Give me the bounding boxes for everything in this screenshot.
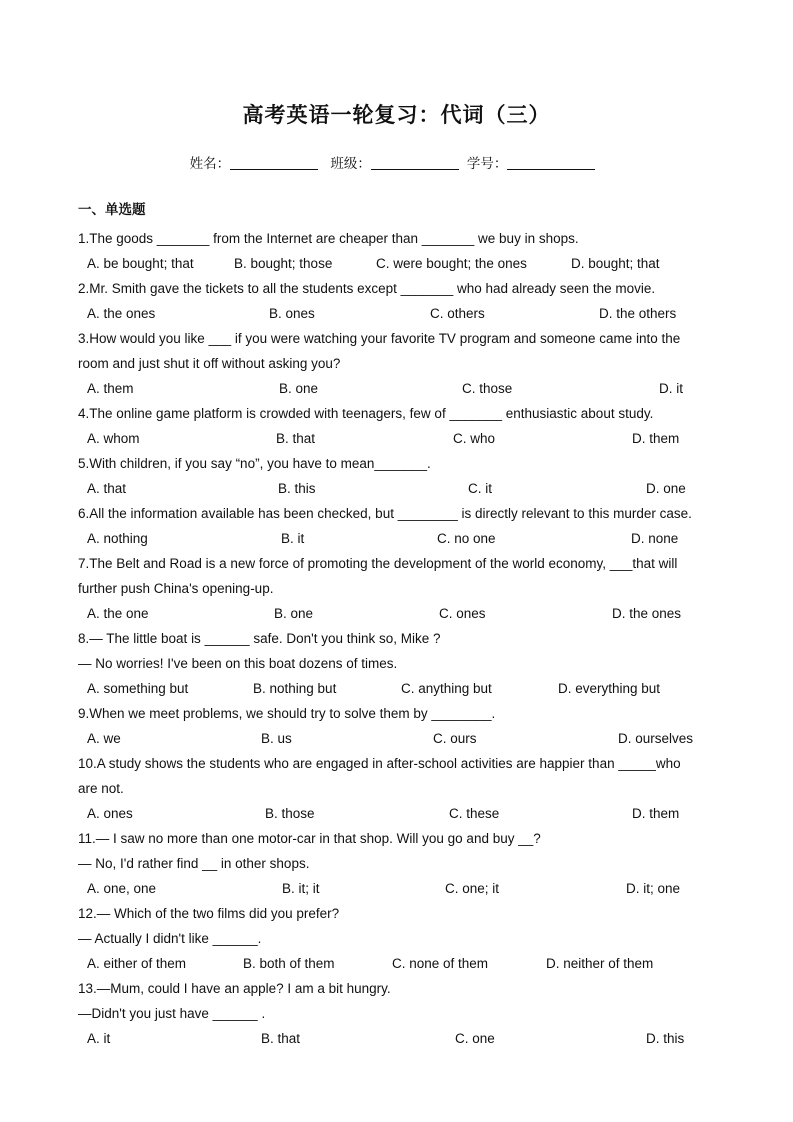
question-stem-continued: — Actually I didn't like ______. bbox=[78, 931, 262, 946]
option-b[interactable]: B. us bbox=[261, 731, 292, 746]
option-c[interactable]: C. who bbox=[453, 431, 496, 446]
question-stem: 4.The online game platform is crowded with teenagers, few of _______ enthusiastic about study. bbox=[78, 406, 654, 421]
question-stem-continued: room and just shut it off without asking you? bbox=[78, 356, 341, 371]
option-b[interactable]: B. this bbox=[278, 481, 316, 496]
option-a[interactable]: A. the ones bbox=[87, 306, 156, 321]
option-a[interactable]: A. we bbox=[87, 731, 121, 746]
option-d[interactable]: D. everything but bbox=[558, 681, 661, 696]
option-d[interactable]: D. it bbox=[659, 381, 684, 396]
option-b[interactable]: B. ones bbox=[269, 306, 315, 321]
question-stem: 6.All the information available has been checked, but ________ is directly relevant to this murder case. bbox=[78, 506, 692, 521]
question-stem-continued: —Didn't you just have ______ . bbox=[78, 1006, 266, 1021]
option-b[interactable]: B. that bbox=[276, 431, 316, 446]
option-d[interactable]: D. the others bbox=[599, 306, 677, 321]
option-d[interactable]: D. bought; that bbox=[571, 256, 660, 271]
option-d[interactable]: D. neither of them bbox=[546, 956, 654, 971]
option-c[interactable]: C. anything but bbox=[401, 681, 492, 696]
option-a[interactable]: A. be bought; that bbox=[87, 256, 194, 271]
question-stem-continued: are not. bbox=[78, 781, 124, 796]
option-d[interactable]: D. them bbox=[632, 431, 680, 446]
option-c[interactable]: C. others bbox=[430, 306, 485, 321]
question-stem: 7.The Belt and Road is a new force of promoting the development of the world economy, ___that will bbox=[78, 556, 678, 571]
option-a[interactable]: A. whom bbox=[87, 431, 140, 446]
option-c[interactable]: C. no one bbox=[437, 531, 496, 546]
option-c[interactable]: C. one; it bbox=[445, 881, 500, 896]
option-a[interactable]: A. them bbox=[87, 381, 134, 396]
option-a[interactable]: A. the one bbox=[87, 606, 149, 621]
section-heading: 一、单选题 bbox=[78, 202, 146, 218]
option-c[interactable]: C. these bbox=[449, 806, 500, 821]
question-stem: 13.—Mum, could I have an apple? I am a bit hungry. bbox=[78, 981, 391, 996]
question-stem: 2.Mr. Smith gave the tickets to all the students except _______ who had already seen the movie. bbox=[78, 281, 656, 296]
question-stem-continued: further push China's opening-up. bbox=[78, 581, 274, 596]
page-title: 高考英语一轮复习：代词（三） bbox=[242, 103, 551, 127]
option-b[interactable]: B. it; it bbox=[282, 881, 320, 896]
option-b[interactable]: B. those bbox=[265, 806, 315, 821]
option-b[interactable]: B. bought; those bbox=[234, 256, 333, 271]
question-stem: 10.A study shows the students who are engaged in after-school activities are happier than _____who bbox=[78, 756, 681, 771]
option-c[interactable]: C. it bbox=[468, 481, 493, 496]
option-b[interactable]: B. one bbox=[274, 606, 314, 621]
question-stem-continued: — No worries! I've been on this boat dozens of times. bbox=[78, 656, 398, 671]
question-stem: 1.The goods _______ from the Internet are cheaper than _______ we buy in shops. bbox=[78, 231, 579, 246]
class-label: 班级： bbox=[330, 156, 371, 172]
class-blank[interactable] bbox=[371, 157, 459, 170]
option-d[interactable]: D. them bbox=[632, 806, 680, 821]
option-d[interactable]: D. one bbox=[646, 481, 686, 496]
name-label: 姓名： bbox=[189, 156, 231, 172]
option-b[interactable]: B. one bbox=[279, 381, 319, 396]
option-c[interactable]: C. ones bbox=[439, 606, 486, 621]
option-d[interactable]: D. this bbox=[646, 1031, 685, 1046]
question-stem: 8.— The little boat is ______ safe. Don't you think so, Mike ? bbox=[78, 631, 441, 646]
question-stem: 11.— I saw no more than one motor-car in that shop. Will you go and buy __? bbox=[78, 831, 541, 846]
id-label: 学号： bbox=[466, 156, 508, 172]
option-c[interactable]: C. one bbox=[455, 1031, 495, 1046]
option-a[interactable]: A. it bbox=[87, 1031, 111, 1046]
option-a[interactable]: A. ones bbox=[87, 806, 133, 821]
option-a[interactable]: A. nothing bbox=[87, 531, 148, 546]
option-c[interactable]: C. those bbox=[462, 381, 513, 396]
option-c[interactable]: C. ours bbox=[433, 731, 477, 746]
option-d[interactable]: D. it; one bbox=[626, 881, 681, 896]
name-blank[interactable] bbox=[230, 157, 318, 170]
option-b[interactable]: B. nothing but bbox=[253, 681, 337, 696]
option-b[interactable]: B. it bbox=[281, 531, 305, 546]
option-c[interactable]: C. none of them bbox=[392, 956, 489, 971]
question-stem-continued: — No, I'd rather find __ in other shops. bbox=[78, 856, 310, 871]
option-a[interactable]: A. one, one bbox=[87, 881, 157, 896]
student-info-row bbox=[0, 152, 793, 172]
option-b[interactable]: B. that bbox=[261, 1031, 301, 1046]
question-stem: 9.When we meet problems, we should try to solve them by ________. bbox=[78, 706, 496, 721]
id-blank[interactable] bbox=[507, 157, 595, 170]
option-a[interactable]: A. something but bbox=[87, 681, 189, 696]
option-d[interactable]: D. ourselves bbox=[618, 731, 694, 746]
option-c[interactable]: C. were bought; the ones bbox=[376, 256, 527, 271]
question-stem: 3.How would you like ___ if you were watching your favorite TV program and someone came into the bbox=[78, 331, 681, 346]
option-d[interactable]: D. the ones bbox=[612, 606, 682, 621]
option-d[interactable]: D. none bbox=[631, 531, 679, 546]
question-stem: 5.With children, if you say “no”, you have to mean_______. bbox=[78, 456, 431, 471]
question-stem: 12.— Which of the two films did you prefer? bbox=[78, 906, 340, 921]
option-a[interactable]: A. that bbox=[87, 481, 127, 496]
option-a[interactable]: A. either of them bbox=[87, 956, 187, 971]
option-b[interactable]: B. both of them bbox=[243, 956, 335, 971]
